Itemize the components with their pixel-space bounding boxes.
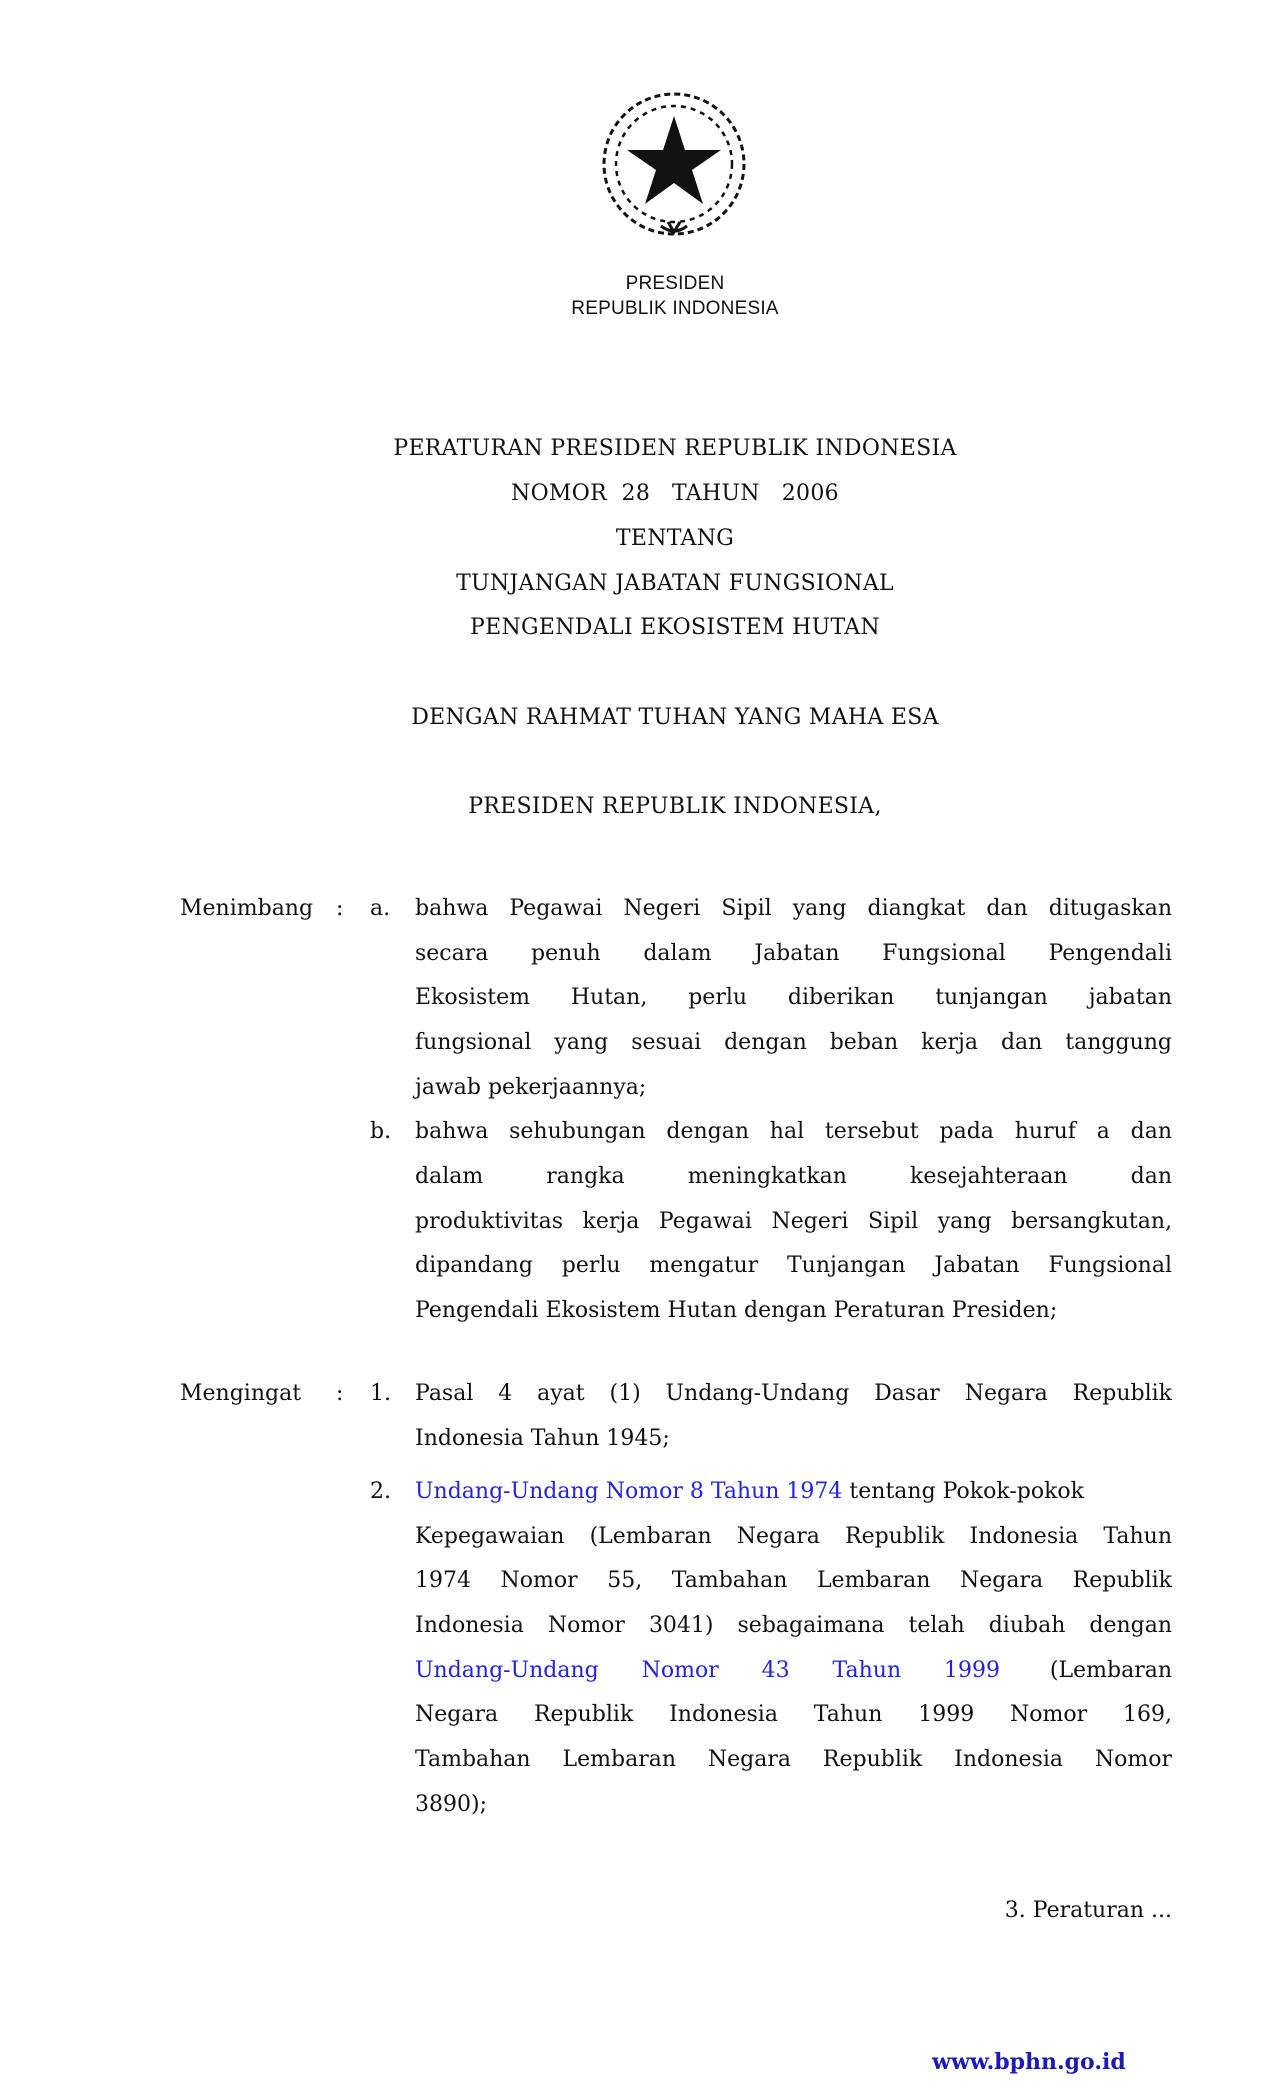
emblem-icon [593, 86, 755, 248]
link-uu-43-1999[interactable]: Undang-Undang Nomor 43 Tahun 1999 [415, 1658, 1000, 1683]
line-text: (Lembaran [1042, 1658, 1172, 1683]
mengingat-2-line-1 [415, 1479, 1172, 1504]
menimbang-a-line: bahwa Pegawai Negeri Sipil yang diangkat dan ditugaskan [415, 896, 1172, 921]
page-continuation: 3. Peraturan ... [1004, 1898, 1172, 1923]
mengingat-2-line: 3890); [415, 1792, 487, 1817]
menimbang-label: Menimbang [180, 896, 314, 921]
menimbang-a-line: fungsional yang sesuai dengan beban kerja dan tanggung [415, 1030, 1172, 1055]
subject-line-1: TUNJANGAN JABATAN FUNGSIONAL [456, 571, 894, 596]
preamble-rahmat: DENGAN RAHMAT TUHAN YANG MAHA ESA [411, 705, 939, 730]
menimbang-b-line: dipandang perlu mengatur Tunjangan Jabatan Fungsional [415, 1253, 1172, 1278]
mengingat-colon: : [336, 1381, 344, 1406]
menimbang-b-line: bahwa sehubungan dengan hal tersebut pada huruf a dan [415, 1119, 1172, 1144]
mengingat-2-line-5 [415, 1658, 1172, 1683]
mengingat-2-line: Indonesia Nomor 3041) sebagaimana telah diubah dengan [415, 1613, 1172, 1638]
menimbang-a-line: secara penuh dalam Jabatan Fungsional Pengendali [415, 941, 1172, 966]
menimbang-b-line: dalam rangka meningkatkan kesejahteraan dan [415, 1164, 1172, 1189]
menimbang-a-line: Ekosistem Hutan, perlu diberikan tunjangan jabatan [415, 985, 1172, 1010]
link-uu-8-1974[interactable]: Undang-Undang Nomor 8 Tahun 1974 [415, 1479, 843, 1504]
mengingat-1-line: Pasal 4 ayat (1) Undang-Undang Dasar Negara Republik [415, 1381, 1172, 1406]
mengingat-2-line: Tambahan Lembaran Negara Republik Indonesia Nomor [415, 1747, 1172, 1772]
menimbang-b-line: produktivitas kerja Pegawai Negeri Sipil yang bersangkutan, [415, 1209, 1172, 1234]
menimbang-b-line: Pengendali Ekosistem Hutan dengan Peraturan Presiden; [415, 1298, 1058, 1323]
mengingat-1-line: Indonesia Tahun 1945; [415, 1426, 670, 1451]
item-marker-a: a. [370, 896, 391, 921]
tentang: TENTANG [615, 526, 735, 551]
preamble-presiden: PRESIDEN REPUBLIK INDONESIA, [468, 794, 882, 819]
item-marker-1: 1. [370, 1381, 391, 1406]
mengingat-label: Mengingat [180, 1381, 302, 1406]
mengingat-2-line: 1974 Nomor 55, Tambahan Lembaran Negara Republik [415, 1568, 1172, 1593]
menimbang-a-line: jawab pekerjaannya; [415, 1075, 647, 1100]
item-marker-b: b. [370, 1119, 392, 1144]
footer-url-link[interactable]: www.bphn.go.id [932, 2049, 1126, 2075]
line-text: tentang Pokok-pokok [842, 1479, 1084, 1504]
regulation-title: PERATURAN PRESIDEN REPUBLIK INDONESIA [393, 436, 957, 461]
presidential-emblem [593, 86, 755, 248]
menimbang-colon: : [336, 896, 344, 921]
item-marker-2: 2. [370, 1479, 391, 1504]
regulation-number: NOMOR 28 TAHUN 2006 [511, 481, 839, 506]
subject-line-2: PENGENDALI EKOSISTEM HUTAN [470, 615, 880, 640]
mengingat-2-line: Kepegawaian (Lembaran Negara Republik Indonesia Tahun [415, 1524, 1172, 1549]
mengingat-2-line: Negara Republik Indonesia Tahun 1999 Nomor 169, [415, 1702, 1172, 1727]
header-line-presiden: PRESIDEN [625, 273, 725, 294]
header-line-republik: REPUBLIK INDONESIA [571, 298, 779, 319]
